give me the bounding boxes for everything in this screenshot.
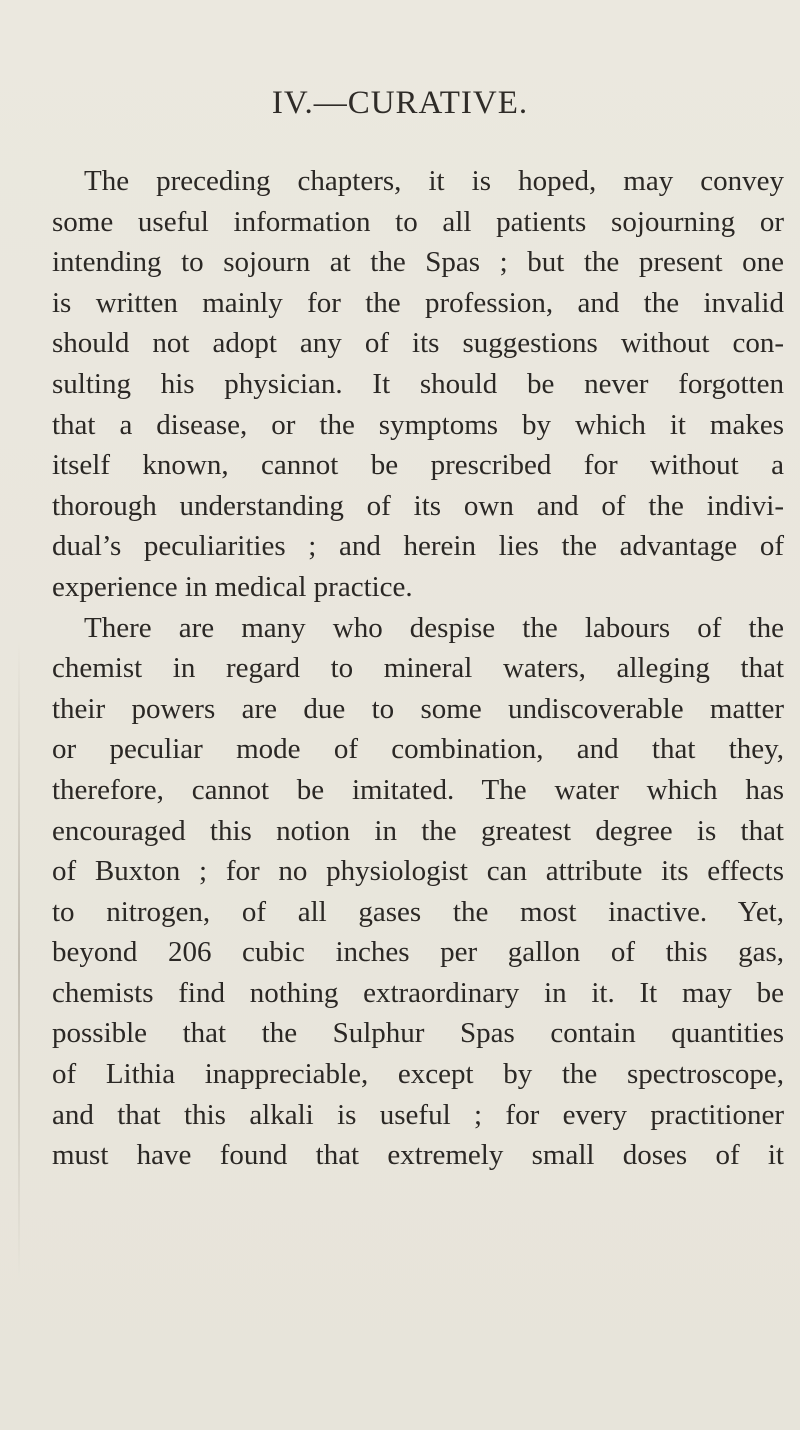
text-line: therefore, cannot be imitated. The water which has bbox=[52, 773, 784, 806]
text-line: some useful information to all patients sojourning or bbox=[52, 205, 784, 238]
text-line: should not adopt any of its suggestions without con- bbox=[52, 327, 784, 360]
text-line: dual’s peculiarities ; and herein lies the advantage of bbox=[52, 530, 784, 563]
text-line: There are many who despise the labours of the bbox=[84, 611, 784, 644]
page-edge-shadow bbox=[18, 640, 20, 1280]
paragraph-1 bbox=[52, 161, 784, 608]
text-line: of Lithia inappreciable, except by the spectroscope, bbox=[52, 1058, 784, 1091]
text-line: itself known, cannot be prescribed for without a bbox=[52, 449, 784, 482]
body-text bbox=[52, 161, 784, 1176]
text-line: experience in medical practice. bbox=[52, 570, 413, 603]
text-line: chemists find nothing extraordinary in it. It may be bbox=[52, 976, 784, 1009]
text-line: sulting his physician. It should be never forgotten bbox=[52, 367, 784, 400]
text-line: that a disease, or the symptoms by which it makes bbox=[52, 408, 784, 441]
text-line: chemist in regard to mineral waters, alleging that bbox=[52, 652, 784, 685]
text-line: is written mainly for the profession, and the invalid bbox=[52, 286, 784, 319]
text-line: their powers are due to some undiscoverable matter bbox=[52, 692, 784, 725]
text-line: of Buxton ; for no physiologist can attribute its effects bbox=[52, 855, 784, 888]
chapter-heading: IV.—CURATIVE. bbox=[271, 85, 529, 121]
paragraph-2 bbox=[52, 608, 784, 1176]
text-line: or peculiar mode of combination, and that they, bbox=[52, 733, 784, 766]
text-line: must have found that extremely small doses of it bbox=[52, 1139, 784, 1172]
text-line: encouraged this notion in the greatest degree is that bbox=[52, 814, 784, 847]
text-line: to nitrogen, of all gases the most inactive. Yet, bbox=[52, 895, 784, 928]
text-line: The preceding chapters, it is hoped, may convey bbox=[84, 165, 784, 197]
text-line: thorough understanding of its own and of the indivi- bbox=[52, 489, 784, 522]
text-line: beyond 206 cubic inches per gallon of this gas, bbox=[52, 936, 784, 969]
text-line: possible that the Sulphur Spas contain quantities bbox=[52, 1017, 784, 1050]
text-line: and that this alkali is useful ; for every practitioner bbox=[52, 1098, 784, 1131]
text-line: intending to sojourn at the Spas ; but the present one bbox=[52, 246, 784, 279]
